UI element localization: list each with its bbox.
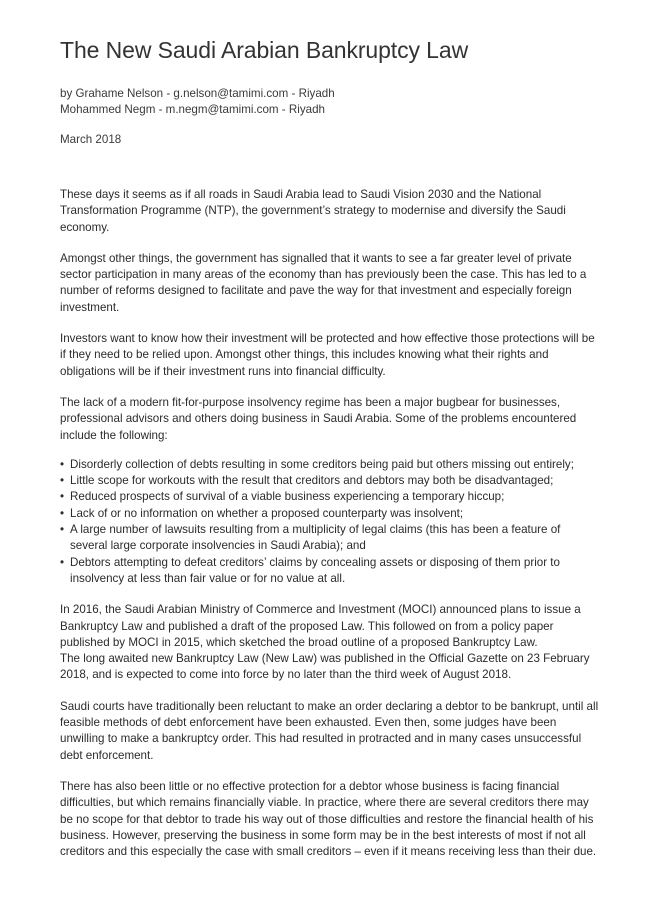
list-item [60,555,600,588]
publication-date: March 2018 [60,133,122,146]
paragraph: The long awaited new Bankruptcy Law (New Law) was published in the Official Gazette on 23 February 2018, and is expected to come into force by no later than the third week of August 2018. [60,652,590,682]
list-item [60,457,600,473]
problems-list [60,457,600,587]
list-item [60,506,600,522]
author-line: by Grahame Nelson - g.nelson@tamimi.com - Riyadh [60,87,335,100]
paragraph: Amongst other things, the government has signalled that it wants to see a far greater level of private sector participation in many areas of the economy than has previously been the case. This has led to a number of reforms designed to facilitate and pave the way for that investment and especially foreign investment. [60,251,587,314]
document-page [60,36,600,875]
list-item [60,473,600,489]
list-item [60,522,600,555]
bullet-icon: • [60,555,65,569]
article-body [60,187,600,860]
bullet-icon: • [60,457,65,471]
list-item-text: Little scope for workouts with the result that creditors and debtors may both be disadvantaged; [70,474,554,488]
page-title: The New Saudi Arabian Bankruptcy Law [60,37,469,63]
author-line: Mohammed Negm - m.negm@tamimi.com - Riyadh [60,103,325,116]
bullet-icon: • [60,506,65,520]
bullet-icon: • [60,523,65,537]
list-item-text: A large number of lawsuits resulting from a multiplicity of legal claims (this has been a feature of several large corporate insolvencies in Saudi Arabia); and [70,523,561,553]
paragraph: The lack of a modern fit-for-purpose insolvency regime has been a major bugbear for businesses, professional advisors and others doing business in Saudi Arabia. Some of the problems encountered include the following: [60,395,577,442]
list-item [60,489,600,505]
list-item-text: Lack of or no information on whether a proposed counterparty was insolvent; [70,506,464,520]
paragraph: Investors want to know how their investment will be protected and how effective those protections will be if they need to be relied upon. Amongst other things, this includes knowing what their rights and obligations will be if their investment runs into financial difficulty. [60,332,595,378]
paragraph: These days it seems as if all roads in Saudi Arabia lead to Saudi Vision 2030 and the National Transformation Programme (NTP), the government’s strategy to modernise and diversify the Saudi economy. [60,188,566,234]
paragraph: Saudi courts have traditionally been reluctant to make an order declaring a debtor to be bankrupt, until all feasible methods of debt enforcement have been exhausted. Even then, some judges have been unwilling to make a bankruptcy order. This had resulted in protracted and in many cases unsuccessful debt enforcement. [60,699,599,762]
bullet-icon: • [60,490,65,504]
bullet-icon: • [60,474,65,488]
list-item-text: Disorderly collection of debts resulting in some creditors being paid but others missing out entirely; [70,457,574,471]
paragraph: There has also been little or no effective protection for a debtor whose business is facing financial difficulties, but which remains financially viable. In practice, where there are several creditors there may be no scope for that debtor to trade his way out of those difficulties and restore the financial health of his business. However, preserving the business in some form may be in the best interests of most if not all creditors and this especially the case with small creditors – even if it means receiving less than their due. [60,779,597,859]
paragraph: In 2016, the Saudi Arabian Ministry of Commerce and Investment (MOCI) announced plans to issue a Bankruptcy Law and published a draft of the proposed Law. This followed on from a policy paper published by MOCI in 2015, which sketched the broad outline of a proposed Bankruptcy Law. [60,603,581,649]
list-item-text: Debtors attempting to defeat creditors’ claims by concealing assets or disposing of them prior to insolvency at less than fair value or for no value at all. [70,555,560,585]
list-item-text: Reduced prospects of survival of a viable business experiencing a temporary hiccup; [70,490,505,504]
byline [60,86,600,118]
